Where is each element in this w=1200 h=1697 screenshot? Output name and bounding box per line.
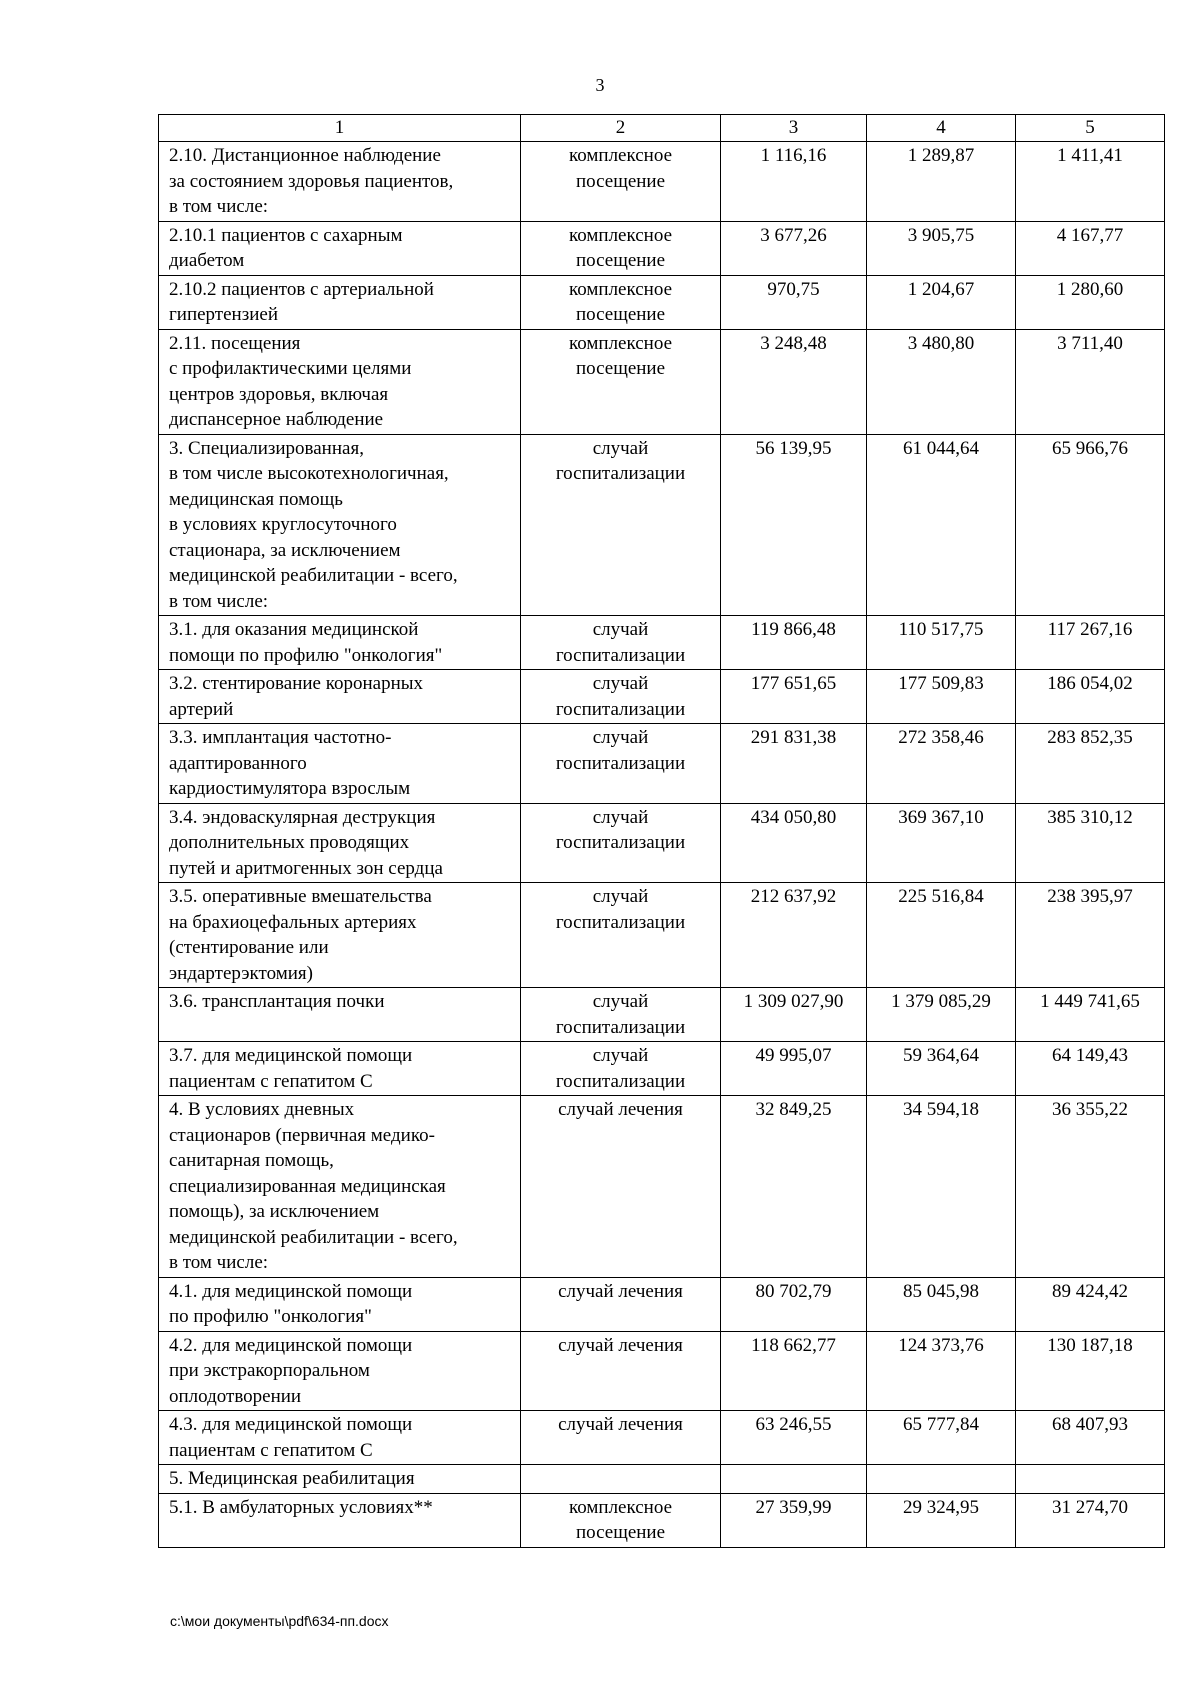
value-cell-v3: 3 711,40	[1016, 329, 1165, 434]
indicator-name-cell-line: в том числе:	[169, 590, 269, 612]
table-row	[159, 883, 1165, 988]
indicator-name-cell-line: (стентирование или	[169, 937, 329, 958]
value-cell-v2: 34 594,18	[867, 1096, 1016, 1278]
unit-cell-line: комплексное	[568, 1496, 673, 1518]
value-cell-v2: 124 373,76	[867, 1331, 1016, 1411]
page-number: 3	[595, 75, 605, 95]
table-row	[159, 434, 1165, 616]
table-row	[159, 1411, 1165, 1465]
indicator-name-cell-line: 3.4. эндоваскулярная деструкция	[169, 806, 436, 828]
unit-cell	[521, 1493, 721, 1547]
indicator-name-cell-line: медицинская помощь	[169, 488, 343, 510]
value-cell-v2: 225 516,84	[867, 883, 1016, 988]
indicator-name-cell-line: 5.1. В амбулаторных условиях**	[169, 1496, 433, 1518]
unit-cell	[521, 616, 721, 670]
unit-cell	[521, 142, 721, 222]
indicator-name-cell-line: за состоянием здоровья пациентов,	[169, 170, 454, 192]
indicator-name-cell-line: 3.5. оперативные вмешательства	[169, 886, 432, 907]
unit-cell-line: госпитализации	[555, 832, 686, 853]
value-cell-v1	[721, 1465, 867, 1494]
indicator-name-cell-line: 4. В условиях дневных	[169, 1099, 355, 1120]
footer-file-path: c:\мои документы\pdf\634-пп.docx	[170, 1613, 389, 1629]
header-cell: 5	[1016, 115, 1165, 142]
unit-cell-line: госпитализации	[555, 463, 686, 484]
unit-cell	[521, 434, 721, 616]
indicator-name-cell-line: помощи по профилю "онкология"	[169, 644, 443, 666]
unit-cell-line: случай лечения	[558, 1414, 683, 1435]
value-cell-v1: 212 637,92	[721, 883, 867, 988]
value-cell-v3: 68 407,93	[1016, 1411, 1165, 1465]
indicator-name-cell-line: на брахиоцефальных артериях	[169, 911, 417, 933]
value-cell-v2: 110 517,75	[867, 616, 1016, 670]
header-cell: 2	[521, 115, 721, 142]
unit-cell	[521, 1411, 721, 1465]
value-cell-v3: 283 852,35	[1016, 724, 1165, 804]
indicator-name-cell	[159, 434, 521, 616]
unit-cell	[521, 988, 721, 1042]
indicator-name-cell-line: 2.11. посещения	[169, 332, 301, 354]
value-cell-v3: 238 395,97	[1016, 883, 1165, 988]
unit-cell-line: случай	[592, 886, 649, 907]
unit-cell-line: посещение	[575, 304, 666, 325]
indicator-name-cell-line: стационара, за исключением	[169, 539, 401, 561]
indicator-name-cell-line: диспансерное наблюдение	[169, 409, 384, 430]
indicator-name-cell	[159, 142, 521, 222]
value-cell-v1: 27 359,99	[721, 1493, 867, 1547]
indicator-name-cell-line: 2.10.1 пациентов с сахарным	[169, 224, 403, 246]
value-cell-v3	[1016, 1465, 1165, 1494]
value-cell-v2: 1 379 085,29	[867, 988, 1016, 1042]
indicator-name-cell-line: 4.2. для медицинской помощи	[169, 1334, 413, 1356]
unit-cell	[521, 329, 721, 434]
value-cell-v2: 65 777,84	[867, 1411, 1016, 1465]
value-cell-v1: 3 677,26	[721, 221, 867, 275]
value-cell-v2: 1 204,67	[867, 275, 1016, 329]
indicator-name-cell-line: пациентам с гепатитом С	[169, 1070, 373, 1092]
indicator-name-cell-line: 5. Медицинская реабилитация	[169, 1468, 415, 1489]
table-row	[159, 616, 1165, 670]
unit-cell-line: комплексное	[568, 278, 673, 300]
table-header-row	[159, 115, 1165, 142]
indicator-name-cell	[159, 1096, 521, 1278]
indicator-name-cell-line: по профилю "онкология"	[169, 1306, 372, 1327]
value-cell-v1: 3 248,48	[721, 329, 867, 434]
indicator-name-cell-line: артерий	[169, 698, 234, 720]
value-cell-v1: 970,75	[721, 275, 867, 329]
unit-cell-line: комплексное	[568, 332, 673, 354]
value-cell-v3: 117 267,16	[1016, 616, 1165, 670]
unit-cell-line: случай	[592, 437, 649, 459]
indicator-name-cell	[159, 616, 521, 670]
indicator-name-cell-line: 3. Специализированная,	[169, 437, 364, 459]
unit-cell	[521, 803, 721, 883]
unit-cell-line: посещение	[575, 250, 666, 271]
indicator-name-cell-line: эндартерэктомия)	[169, 962, 313, 984]
value-cell-v3: 1 280,60	[1016, 275, 1165, 329]
value-cell-v3: 385 310,12	[1016, 803, 1165, 883]
indicator-name-cell	[159, 1331, 521, 1411]
unit-cell-line: госпитализации	[555, 1016, 686, 1038]
value-cell-v1: 63 246,55	[721, 1411, 867, 1465]
value-cell-v1: 1 309 027,90	[721, 988, 867, 1042]
unit-cell-line: случай лечения	[558, 1334, 683, 1356]
unit-cell	[521, 1331, 721, 1411]
header-cell: 4	[867, 115, 1016, 142]
indicator-name-cell	[159, 1042, 521, 1096]
table-row	[159, 1042, 1165, 1096]
indicator-name-cell-line: адаптированного	[169, 752, 307, 774]
table-row	[159, 988, 1165, 1042]
indicator-name-cell-line: гипертензией	[169, 304, 278, 325]
value-cell-v2: 61 044,64	[867, 434, 1016, 616]
table-row	[159, 670, 1165, 724]
header-cell: 1	[159, 115, 521, 142]
unit-cell	[521, 1465, 721, 1494]
indicator-name-cell	[159, 1411, 521, 1465]
indicator-name-cell-line: диабетом	[169, 250, 245, 271]
unit-cell-line: посещение	[575, 170, 666, 192]
table-row	[159, 1493, 1165, 1547]
indicator-name-cell	[159, 1465, 521, 1494]
value-cell-v2: 272 358,46	[867, 724, 1016, 804]
value-cell-v2: 59 364,64	[867, 1042, 1016, 1096]
indicator-name-cell-line: медицинской реабилитации - всего,	[169, 1226, 458, 1248]
unit-cell-line: случай	[592, 991, 649, 1012]
table-row	[159, 221, 1165, 275]
indicator-name-cell	[159, 670, 521, 724]
value-cell-v3: 4 167,77	[1016, 221, 1165, 275]
value-cell-v3: 130 187,18	[1016, 1331, 1165, 1411]
indicator-name-cell	[159, 275, 521, 329]
indicator-name-cell	[159, 883, 521, 988]
value-cell-v1: 32 849,25	[721, 1096, 867, 1278]
unit-cell	[521, 275, 721, 329]
unit-cell-line: госпитализации	[555, 644, 686, 666]
indicator-name-cell-line: помощь), за исключением	[169, 1201, 380, 1222]
value-cell-v2: 369 367,10	[867, 803, 1016, 883]
unit-cell	[521, 670, 721, 724]
indicator-name-cell-line: при экстракорпоральном	[169, 1360, 370, 1381]
tariff-table	[158, 114, 1165, 1548]
unit-cell-line: госпитализации	[555, 911, 686, 933]
table-row	[159, 142, 1165, 222]
unit-cell-line: комплексное	[568, 145, 673, 166]
unit-cell	[521, 1042, 721, 1096]
indicator-name-cell-line: пациентам с гепатитом С	[169, 1439, 373, 1461]
unit-cell	[521, 221, 721, 275]
indicator-name-cell-line: дополнительных проводящих	[169, 832, 410, 853]
unit-cell-line: случай	[592, 1045, 649, 1066]
indicator-name-cell-line: 2.10.2 пациентов с артериальной	[169, 278, 434, 300]
table-row	[159, 329, 1165, 434]
indicator-name-cell	[159, 803, 521, 883]
indicator-name-cell-line: с профилактическими целями	[169, 358, 412, 379]
unit-cell	[521, 724, 721, 804]
unit-cell-line: случай лечения	[558, 1280, 683, 1302]
table-row	[159, 275, 1165, 329]
indicator-name-cell-line: оплодотворении	[169, 1385, 302, 1407]
table-row	[159, 803, 1165, 883]
unit-cell-line: посещение	[575, 1522, 666, 1543]
indicator-name-cell-line: кардиостимулятора взрослым	[169, 778, 411, 799]
unit-cell	[521, 1096, 721, 1278]
unit-cell-line: случай	[592, 673, 649, 694]
unit-cell-line: госпитализации	[555, 1070, 686, 1092]
indicator-name-cell-line: санитарная помощь,	[169, 1150, 334, 1171]
indicator-name-cell	[159, 329, 521, 434]
table-row	[159, 1465, 1165, 1494]
indicator-name-cell-line: 4.1. для медицинской помощи	[169, 1280, 413, 1302]
indicator-name-cell-line: путей и аритмогенных зон сердца	[169, 857, 443, 879]
value-cell-v2: 3 480,80	[867, 329, 1016, 434]
unit-cell-line: случай	[592, 619, 649, 640]
value-cell-v3: 89 424,42	[1016, 1277, 1165, 1331]
indicator-name-cell	[159, 1277, 521, 1331]
indicator-name-cell-line: 3.7. для медицинской помощи	[169, 1045, 413, 1066]
value-cell-v2: 177 509,83	[867, 670, 1016, 724]
indicator-name-cell-line: в том числе:	[169, 1252, 269, 1273]
indicator-name-cell	[159, 988, 521, 1042]
indicator-name-cell	[159, 724, 521, 804]
header-cell: 3	[721, 115, 867, 142]
indicator-name-cell-line: в том числе высокотехнологичная,	[169, 463, 449, 484]
value-cell-v3: 64 149,43	[1016, 1042, 1165, 1096]
indicator-name-cell-line: 3.3. имплантация частотно-	[169, 727, 392, 748]
unit-cell-line: комплексное	[568, 224, 673, 246]
indicator-name-cell-line: специализированная медицинская	[169, 1175, 446, 1197]
value-cell-v2	[867, 1465, 1016, 1494]
indicator-name-cell-line: медицинской реабилитации - всего,	[169, 565, 458, 586]
unit-cell-line: случай	[592, 806, 649, 828]
value-cell-v2: 3 905,75	[867, 221, 1016, 275]
value-cell-v2: 29 324,95	[867, 1493, 1016, 1547]
value-cell-v3: 1 411,41	[1016, 142, 1165, 222]
indicator-name-cell-line: в условиях круглосуточного	[169, 514, 397, 535]
value-cell-v1: 177 651,65	[721, 670, 867, 724]
indicator-name-cell-line: 3.1. для оказания медицинской	[169, 619, 419, 640]
indicator-name-cell-line: в том числе:	[169, 196, 269, 217]
table-row	[159, 1277, 1165, 1331]
indicator-name-cell-line: 2.10. Дистанционное наблюдение	[169, 145, 441, 166]
unit-cell-line: случай лечения	[558, 1099, 683, 1120]
value-cell-v1: 80 702,79	[721, 1277, 867, 1331]
table-row	[159, 724, 1165, 804]
value-cell-v3: 65 966,76	[1016, 434, 1165, 616]
unit-cell-line: госпитализации	[555, 698, 686, 720]
value-cell-v3: 31 274,70	[1016, 1493, 1165, 1547]
unit-cell	[521, 883, 721, 988]
indicator-name-cell-line: центров здоровья, включая	[169, 383, 389, 405]
value-cell-v1: 118 662,77	[721, 1331, 867, 1411]
indicator-name-cell-line: 3.6. трансплантация почки	[169, 991, 385, 1012]
value-cell-v3: 36 355,22	[1016, 1096, 1165, 1278]
indicator-name-cell-line: 4.3. для медицинской помощи	[169, 1414, 413, 1435]
table-row	[159, 1096, 1165, 1278]
value-cell-v2: 1 289,87	[867, 142, 1016, 222]
unit-cell	[521, 1277, 721, 1331]
unit-cell-line: случай	[592, 727, 649, 748]
value-cell-v1: 119 866,48	[721, 616, 867, 670]
value-cell-v3: 1 449 741,65	[1016, 988, 1165, 1042]
indicator-name-cell-line: 3.2. стентирование коронарных	[169, 673, 424, 694]
value-cell-v1: 291 831,38	[721, 724, 867, 804]
value-cell-v3: 186 054,02	[1016, 670, 1165, 724]
indicator-name-cell	[159, 1493, 521, 1547]
value-cell-v1: 434 050,80	[721, 803, 867, 883]
table-row	[159, 1331, 1165, 1411]
indicator-name-cell	[159, 221, 521, 275]
value-cell-v1: 1 116,16	[721, 142, 867, 222]
unit-cell-line: госпитализации	[555, 752, 686, 774]
value-cell-v1: 56 139,95	[721, 434, 867, 616]
indicator-name-cell-line: стационаров (первичная медико-	[169, 1124, 435, 1146]
unit-cell-line: посещение	[575, 358, 666, 379]
value-cell-v2: 85 045,98	[867, 1277, 1016, 1331]
value-cell-v1: 49 995,07	[721, 1042, 867, 1096]
